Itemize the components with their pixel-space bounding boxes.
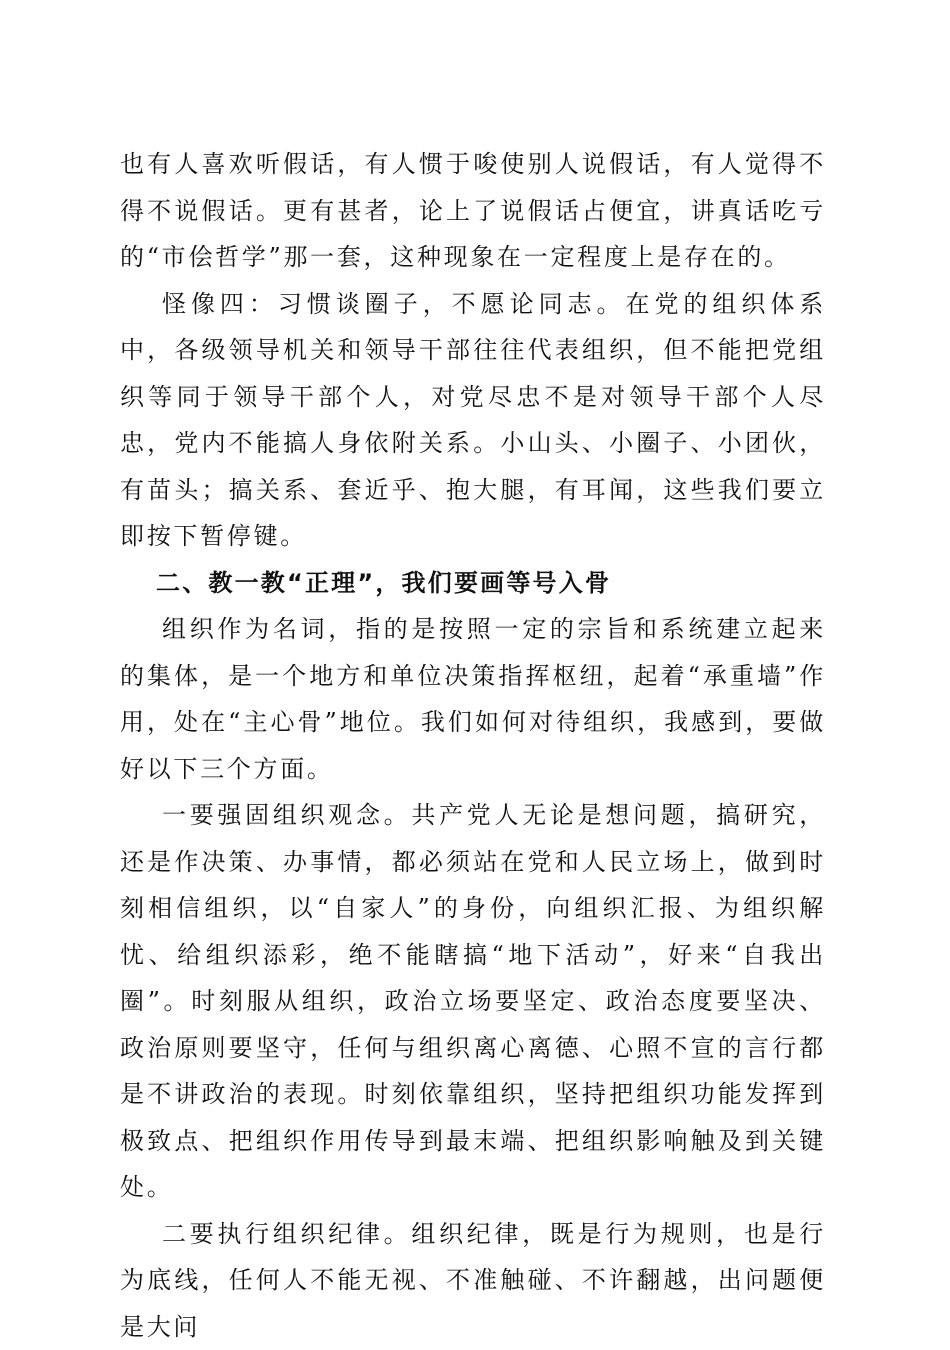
paragraph-organization-concept: 一要强固组织观念。共产党人无论是想问题，搞研究，还是作决策、办事情，都必须站在党和人民立场上，做到时刻相信组织，以“自家人”的身份，向组织汇报、为组织解忧、给组织添彩，绝不能瞎搞“地下活动”，好来“自我出圈”。时刻服从组织，政治立场要坚定、政治态度要坚决、政治原则要坚守，任何与组织离心离德、心照不宣的言行都是不讲政治的表现。时刻依靠组织，坚持把组织功能发挥到极致点、把组织作用传导到最末端、把组织影响触及到关键处。 [120,792,826,1211]
paragraph-continued: 也有人喜欢听假话，有人惯于唆使别人说假话，有人觉得不得不说假话。更有甚者，论上了说假话占便宜，讲真话吃亏的“市侩哲学”那一套，这种现象在一定程度上是存在的。 [120,141,826,281]
section-heading-two: 二、教一教“正理”，我们要画等号入骨 [120,560,826,607]
paragraph-organization-definition: 组织作为名词，指的是按照一定的宗旨和系统建立起来的集体，是一个地方和单位决策指挥枢纽，起着“承重墙”作用，处在“主心骨”地位。我们如何对待组织，我感到，要做好以下三个方面。 [120,606,826,792]
paragraph-oddity-four: 怪像四：习惯谈圈子，不愿论同志。在党的组织体系中，各级领导机关和领导干部往往代表组织，但不能把党组织等同于领导干部个人，对党尽忠不是对领导干部个人尽忠，党内不能搞人身依附关系。小山头、小圈子、小团伙，有苗头；搞关系、套近乎、抱大腿，有耳闻，这些我们要立即按下暂停键。 [120,281,826,560]
document-body [120,141,826,1350]
paragraph-organization-discipline: 二要执行组织纪律。组织纪律，既是行为规则，也是行为底线，任何人不能无视、不准触碰、不许翻越，出问题便是大问 [120,1211,826,1350]
